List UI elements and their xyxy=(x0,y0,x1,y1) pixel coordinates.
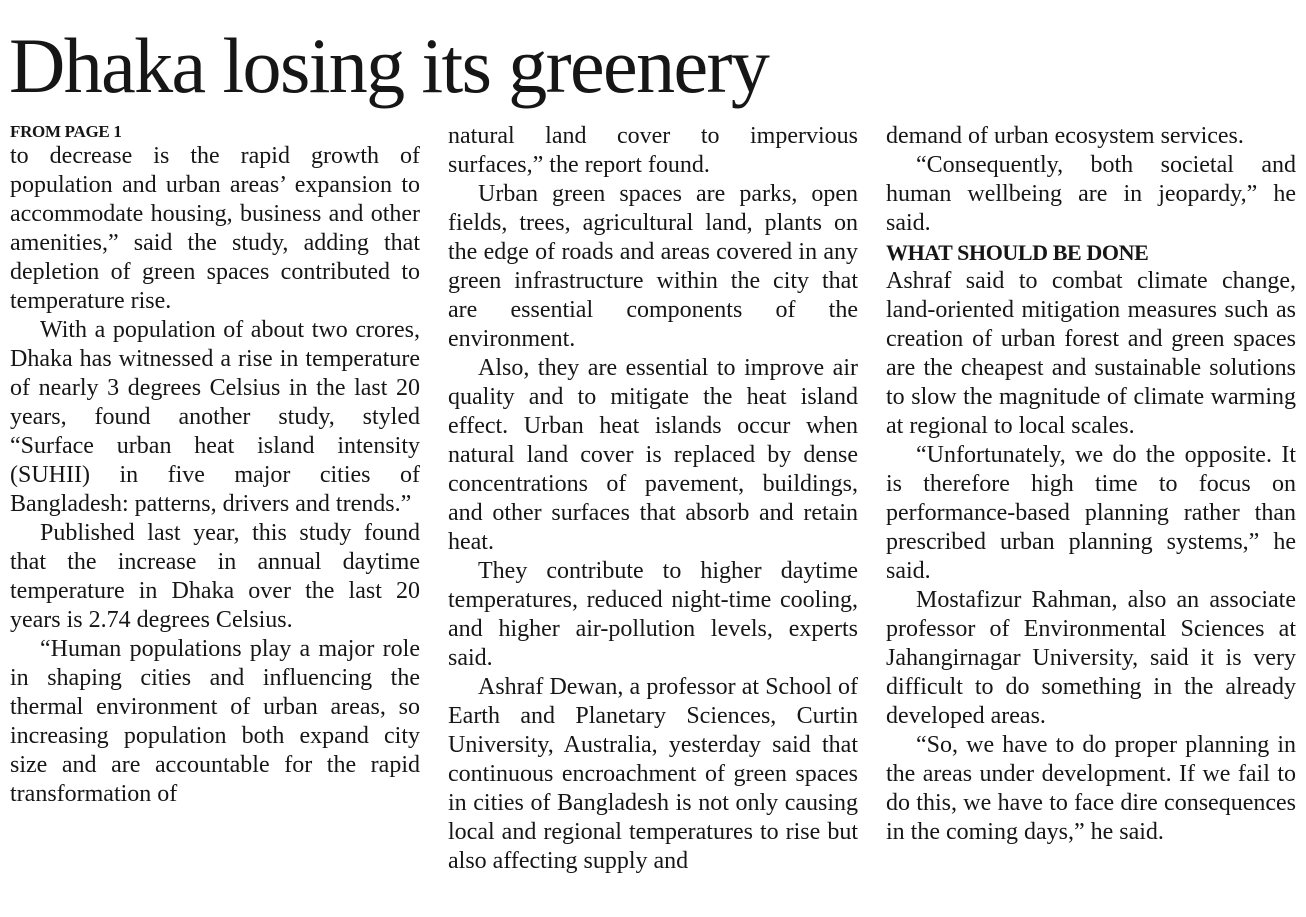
paragraph: “Consequently, both societal and human wellbeing are in jeopardy,” he said. xyxy=(886,152,1296,236)
paragraph: Urban green spaces are parks, open fields, trees, agricultural land, plants on the edge of roads and areas covered in any green infrastructure within the city that are essential components of the environment. xyxy=(448,181,858,352)
paragraph: “Human populations play a major role in shaping cities and influencing the thermal environment of urban areas, so increasing population both expand city size and are accountable for the rapid transformation of xyxy=(10,636,420,807)
article-column-3 xyxy=(886,122,1296,847)
article-column-1 xyxy=(10,122,420,809)
paragraph: Published last year, this study found that the increase in annual daytime temperature in Dhaka over the last 20 years is 2.74 degrees Celsius. xyxy=(10,520,420,633)
article-column-2 xyxy=(448,122,858,876)
continued-from-label: FROM PAGE 1 xyxy=(10,122,122,141)
paragraph: “So, we have to do proper planning in the areas under development. If we fail to do this, we have to face dire consequences in the coming days,” he said. xyxy=(886,732,1296,845)
paragraph: to decrease is the rapid growth of population and urban areas’ expansion to accommodate housing, business and other amenities,” said the study, adding that depletion of green spaces contributed to temperature rise. xyxy=(10,143,420,314)
paragraph: demand of urban ecosystem services. xyxy=(886,123,1244,149)
paragraph: Ashraf said to combat climate change, land-oriented mitigation measures such as creation of urban forest and green spaces are the cheapest and sustainable solutions to slow the magnitude of climate warming at regional to local scales. xyxy=(886,268,1296,439)
paragraph: natural land cover to impervious surfaces,” the report found. xyxy=(448,123,858,178)
paragraph: With a population of about two crores, Dhaka has witnessed a rise in temperature of nearly 3 degrees Celsius in the last 20 years, found another study, styled “Surface urban heat island intensity (SUHII) in five major cities of Bangladesh: patterns, drivers and trends.” xyxy=(10,317,420,517)
paragraph: Ashraf Dewan, a professor at School of Earth and Planetary Sciences, Curtin University, Australia, yesterday said that continuous encroachment of green spaces in cities of Bangladesh is not only causing local and regional temperatures to rise but also affecting supply and xyxy=(448,674,858,874)
section-subhead: WHAT SHOULD BE DONE xyxy=(886,240,1149,265)
paragraph: Mostafizur Rahman, also an associate professor of Environmental Sciences at Jahangirnagar University, said it is very difficult to do something in the already developed areas. xyxy=(886,587,1296,729)
paragraph: Also, they are essential to improve air quality and to mitigate the heat island effect. Urban heat islands occur when natural land cover is replaced by dense concentrations of pavement, buildings, and other surfaces that absorb and retain heat. xyxy=(448,355,858,555)
paragraph: They contribute to higher daytime temperatures, reduced night-time cooling, and higher air-pollution levels, experts said. xyxy=(448,558,858,671)
headline: Dhaka losing its greenery xyxy=(9,22,769,109)
paragraph: “Unfortunately, we do the opposite. It is therefore high time to focus on performance-based planning rather than prescribed urban planning systems,” he said. xyxy=(886,442,1296,584)
